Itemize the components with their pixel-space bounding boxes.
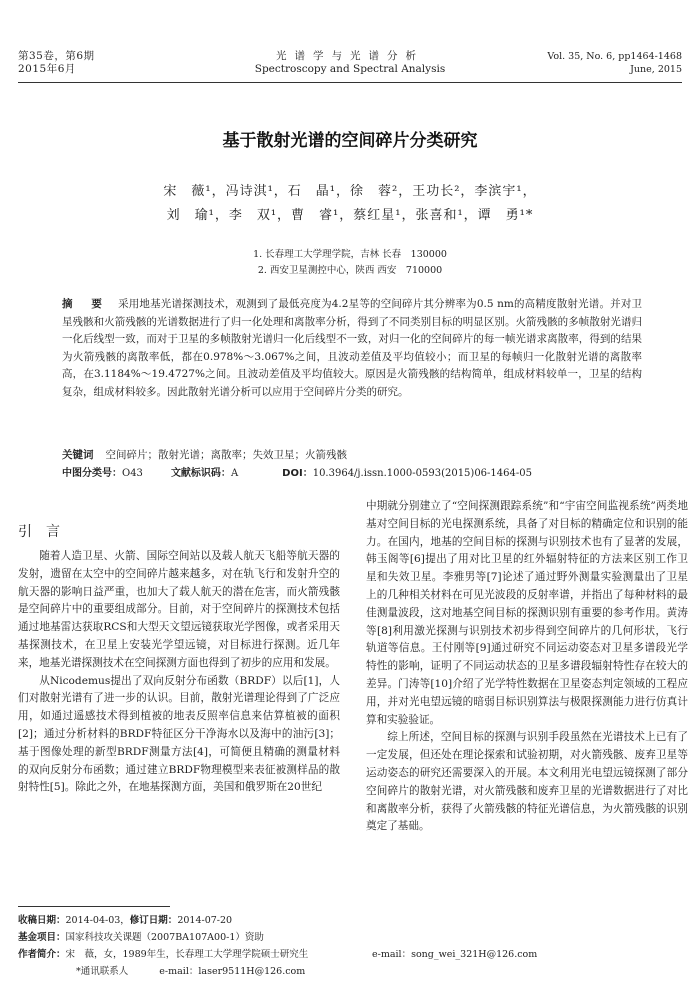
abstract-label: 摘 要 [62,298,107,310]
doi-label: DOI： [282,468,313,479]
author-line-1: 宋 薇¹，冯诗淇¹，石 晶¹，徐 蓉²，王功长²，李滨宇¹， [163,184,537,199]
received-date: 2014-04-03， [65,915,130,926]
classification-line [62,465,642,483]
intro-paragraph-3: 综上所述，空间目标的探测与识别手段虽然在光谱技术上已有了一定发展，但还处在理论探索和试验初期，对火箭残骸、废弃卫星等运动姿态的研究还需要深入的开展。本文利用光电望远镜探测了部分空间碎片的散射光谱，对火箭残骸和废弃卫星的光谱数据进行了对比和离散率分析，获得了火箭残骸的特征光谱信息，为火箭残骸的识别奠定了基础。 [366,731,688,833]
author-line-2: 刘 瑜¹，李 双¹，曹 睿¹，蔡红星¹，张喜和¹，谭 勇¹* [166,208,534,223]
fund-text: 国家科技攻关课题（2007BA107A00-1）资助 [65,932,264,943]
header-journal-en: Spectroscopy and Spectral Analysis [254,63,446,75]
doi-value: 10.3964/j.issn.1000-0593(2015)06-1464-05 [312,468,532,479]
bio-email: e-mail：song_wei_321H@126.com [372,949,538,960]
footnotes [18,912,688,980]
author-list [60,180,640,228]
bio-text: 宋 薇，女，1989年生，长春理工大学理学院硕士研究生 [65,949,309,960]
footnote-fund [18,929,688,946]
affiliations [0,247,700,279]
footnote-correspondence [18,963,688,980]
keywords-text: 空间碎片；散射光谱；离散率；失效卫星；火箭残骸 [105,449,347,461]
revised-label: 修订日期： [129,915,178,926]
doc-code-value: A [230,468,239,479]
affiliation-2: 2. 西安卫星测控中心，陕西 西安 710000 [257,265,443,276]
bio-label: 作者简介： [18,949,66,960]
section-heading-intro: 引言 [18,524,74,540]
clc-label: 中图分类号： [62,468,122,479]
received-label: 收稿日期： [18,915,66,926]
paper-title: 基于散射光谱的空间碎片分类研究 [222,131,478,151]
page-header [18,50,682,83]
header-volume-en: Vol. 35, No. 6, pp1464-1468 [547,51,682,62]
abstract [62,296,642,402]
abstract-text: 采用地基光谱探测技术，观测到了最低亮度为4.2星等的空间碎片其分辨率为0.5 nm的高精度散射光谱。并对卫星残骸和火箭残骸的光谱数据进行了归一化处理和离散率分析，得到了不同类别目标的明显区别。火箭残骸的多帧散射光谱归一化后线型一致，而对于卫星的多帧散射光谱归一化后线型不一致，对归一化的空间碎片的每一帧光谱求离散率，得到的结果为火箭残骸的离散率低，都在0.978%～3.067%之间，且波动差值及平均值较小；而卫星的每帧归一化散射光谱的离散率高，在3.1184%～19.4727%之间。且波动差值及平均值较大。原因是火箭残骸的结构简单，组成材料较单一，卫星的结构复杂，组成材料较多。因此散射光谱分析可以应用于空间碎片分类的研究。 [62,298,643,398]
keywords [62,446,642,464]
header-volume-en-info [547,50,682,76]
footnote-dates [18,912,688,929]
header-volume-cn: 第35卷，第6期 [18,50,95,62]
clc-value: O43 [122,468,143,479]
left-column [18,548,340,797]
corresponding-email: e-mail：laser9511H@126.com [159,966,306,977]
affiliation-1: 1. 长春理工大学理学院，吉林 长春 130000 [253,249,447,260]
footnote-bio [18,946,688,963]
header-journal-cn: 光谱学与光谱分析 [276,50,424,62]
intro-paragraph-2: 从Nicodemus提出了双向反射分布函数（BRDF）以后[1]，人们对散射光谱有了进一步的认识。目前，散射光谱理论得到了广泛应用，如通过遥感技术得到植被的地表反照率信息来估算植被的面积[2]；通过分析材料的BRDF特征区分干净海水以及海中的油污[3]；基于图像处理的新型BRDF测量方法[4]，可简便且精确的测量材料的双向反射分布函数；通过建立BRDF物理模型来表征被测样品的散射特性[5]。除此之外，在地基探测方面，美国和俄罗斯在20世纪 [18,674,340,794]
corresponding-author-label: *通讯联系人 [76,966,129,977]
keywords-label: 关键词 [62,449,94,461]
header-date-en: June, 2015 [630,64,682,75]
footnote-divider [18,906,170,907]
right-column [366,498,688,836]
intro-paragraph-2-cont: 中期就分别建立了“空间探测跟踪系统”和“宇宙空间监视系统”两类地基对空间目标的光电探测系统，具备了对目标的精确定位和识别的能力。在国内，地基的空间目标的探测与识别技术也有了显著的发展，韩玉阁等[6]提出了用对比卫星的红外辐射特征的方法来区别工作卫星和失效卫星。李雅男等[7]论述了通过野外测量实验测量出了卫星上的几种相关材料在可见光波段的反射率谱，并指出了每种材料的最佳测量波段，这对地基空间目标的探测识别有重要的参考作用。黄涛等[8]利用激光探测与识别技术初步得到空间碎片的几何形状，飞行轨道等信息。王付刚等[9]通过研究不同运动姿态对卫星多谱段光学特性的影响，证明了不同运动状态的卫星多谱段辐射特性存在较大的差异。门涛等[10]介绍了光学特性数据在卫星姿态判定领域的工程应用，并对光电望远镜的暗弱目标识别算法与极限探测能力进行仿真计算和实验验证。 [366,500,688,726]
intro-paragraph-1: 随着人造卫星、火箭、国际空间站以及载人航天飞船等航天器的发射，遗留在太空中的空间碎片越来越多，对在轨飞行和发射升空的航天器的影响日益严重，也加大了载人航天的潜在危害，而火箭残骸是空间碎片中的重要组成部分。目前，对于空间碎片的探测技术包括通过地基雷达获取RCS和大型天文望远镜获取光学图像，或者采用天基探测技术，在卫星上安装光学望远镜，对目标进行探测。近几年来，地基光谱探测技术在空间探测方面也得到了初步的应用和发展。 [18,550,340,669]
fund-label: 基金项目： [18,932,66,943]
revised-date: 2014-07-20 [177,915,233,926]
header-date-cn: 2015年6月 [18,63,76,75]
doc-code-label: 文献标识码： [170,468,231,479]
